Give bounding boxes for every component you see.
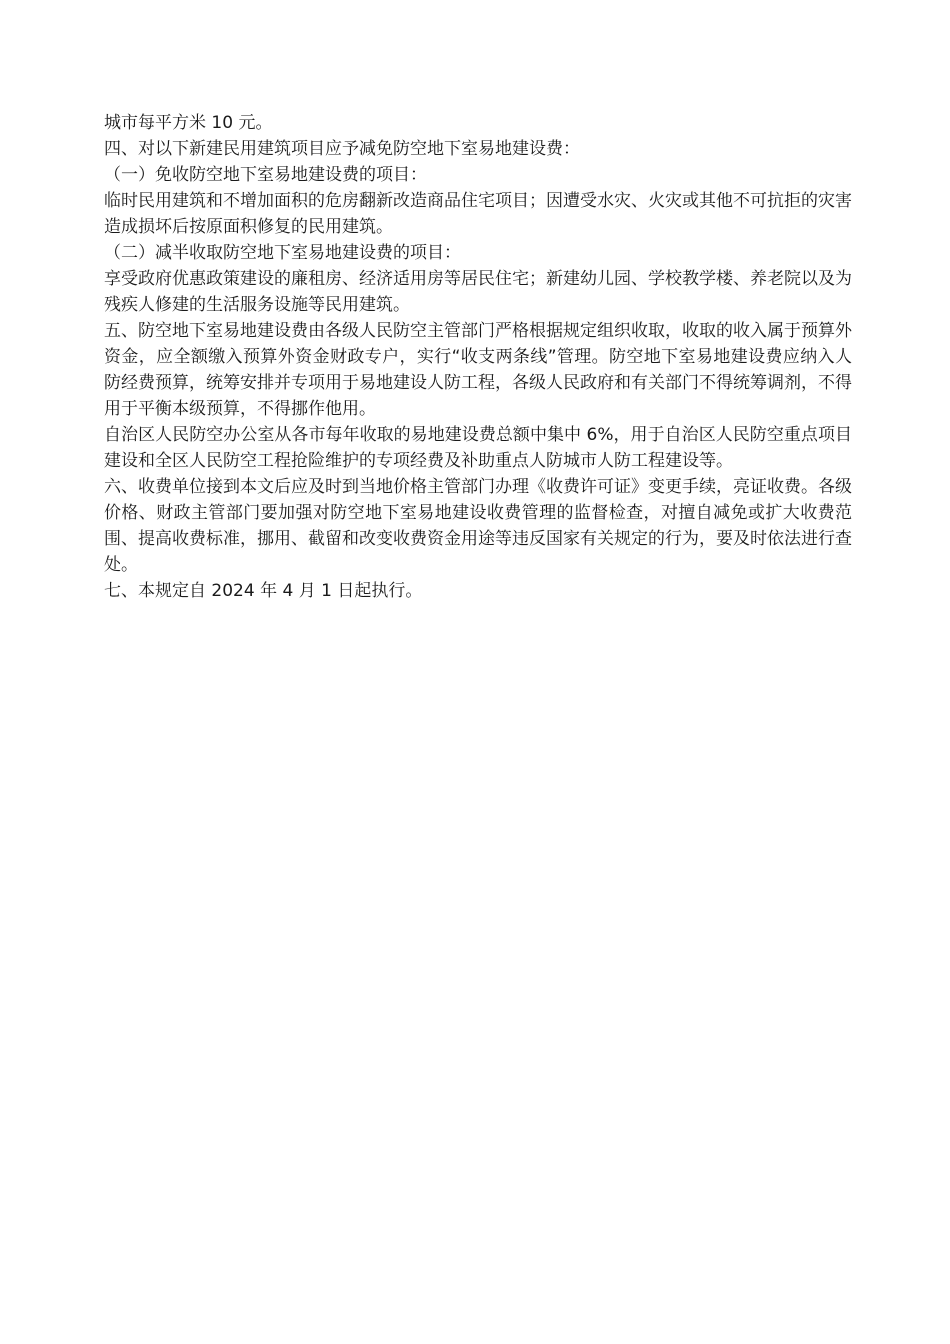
paragraph-exemption-items: 临时民用建筑和不增加面积的危房翻新改造商品住宅项目；因遭受水灾、火灾或其他不可抗拒的灾害造成损坏后按原面积修复的民用建筑。 [104,191,852,237]
paragraph-regional-share: 自治区人民防空办公室从各市每年收取的易地建设费总额中集中 6%，用于自治区人民防空重点项目建设和全区人民防空工程抢险维护的专项经费及补助重点人防城市人防工程建设等。 [104,425,852,471]
paragraph-half-fee-heading: （二）减半收取防空地下室易地建设费的项目： [104,243,461,263]
paragraph-section-7: 七、本规定自 2024 年 4 月 1 日起执行。 [104,581,423,601]
paragraph-half-fee-items: 享受政府优惠政策建设的廉租房、经济适用房等居民住宅；新建幼儿园、学校教学楼、养老院以及为残疾人修建的生活服务设施等民用建筑。 [104,269,852,315]
document-page [104,110,852,604]
paragraph-fee-standard-end: 城市每平方米 10 元。 [104,113,273,133]
paragraph-section-6: 六、收费单位接到本文后应及时到当地价格主管部门办理《收费许可证》变更手续，亮证收费。各级价格、财政主管部门要加强对防空地下室易地建设收费管理的监督检查，对擅自减免或扩大收费范围、提高收费标准，挪用、截留和改变收费资金用途等违反国家有关规定的行为，要及时依法进行查处。 [104,477,852,575]
paragraph-section-4-heading: 四、对以下新建民用建筑项目应予减免防空地下室易地建设费： [104,139,580,159]
paragraph-exemption-heading: （一）免收防空地下室易地建设费的项目： [104,165,427,185]
paragraph-section-5: 五、防空地下室易地建设费由各级人民防空主管部门严格根据规定组织收取，收取的收入属于预算外资金，应全额缴入预算外资金财政专户，实行“收支两条线”管理。防空地下室易地建设费应纳入人防经费预算，统筹安排并专项用于易地建设人防工程，各级人民政府和有关部门不得统筹调剂，不得用于平衡本级预算，不得挪作他用。 [104,321,852,419]
